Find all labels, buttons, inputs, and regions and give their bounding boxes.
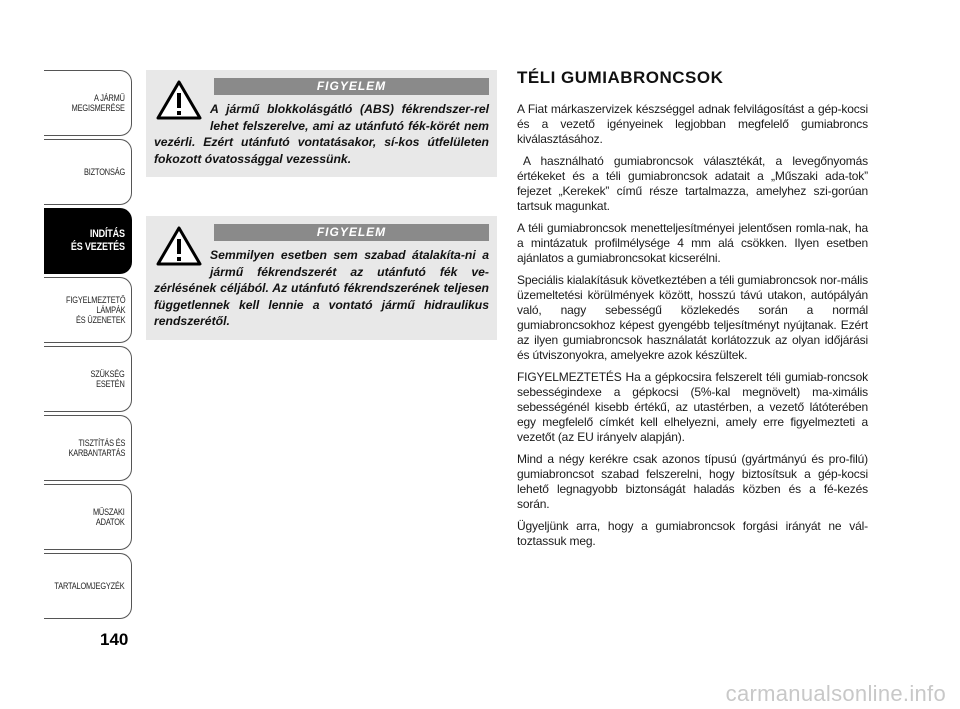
tab-inditas-es-vezetes[interactable] xyxy=(44,208,132,274)
warning-heading: FIGYELEM xyxy=(214,224,489,241)
paragraph: Ügyeljünk arra, hogy a gumiabroncsok forgási irányát ne vál-toztassuk meg. xyxy=(517,519,868,548)
page-number: 140 xyxy=(100,630,129,649)
tab-szukseg-eseten[interactable] xyxy=(44,346,132,412)
main-content xyxy=(517,62,868,556)
warning-heading: FIGYELEM xyxy=(214,78,489,95)
tab-label: BIZTONSÁG xyxy=(83,167,125,177)
tab-a-jarmu-megismerese[interactable] xyxy=(44,70,132,136)
warning-text: Semmilyen esetben sem szabad átalakíta-ni a jármű fékrendszerét az utánfutó fék ve-zérlésének céljából. Az utánfutó fékrendszerének teljesen függetlennek kell lennie a vontató jármű hidraulikus rendszerétől. xyxy=(154,248,489,328)
warning-triangle-icon xyxy=(156,226,202,266)
tab-biztonsag[interactable] xyxy=(44,139,132,205)
paragraph: Mind a négy kerékre csak azonos típusú (gyártmányú és pro-filú) gumiabroncsot szabad felszerelni, hogy biztosítsuk a gép-kocsi lehető legnagyobb biztonságát haladás közben és a fé-kezés során. xyxy=(517,452,868,511)
warning-text: A jármű blokkolásgátló (ABS) fékrendszer-rel lehet felszerelve, ami az utánfutó fék-körét nem vezérli. Ezért utánfutó vontatásakor, sí-kos útfelületen fokozott óvatossággal vezessünk. xyxy=(154,102,489,166)
tab-label: TARTALOMJEGYZÉK xyxy=(54,581,125,591)
paragraph: A használható gumiabroncsok választékát, a levegőnyomás értékeket és a téli gumiabroncsok adatait a „Műszaki ada-tok” fejezet „Kerekek” című része tartalmazza, amelyhez szi-gorúan tartsuk magunkat. xyxy=(517,154,868,213)
paragraph: A téli gumiabroncsok menetteljesítményei jelentősen romla-nak, ha a mintázatuk profilmélysége 4 mm alá csökken. Ilyen esetben ajánlatos a gumiabroncsokat kicserélni. xyxy=(517,221,868,265)
tab-muszaki-adatok[interactable] xyxy=(44,484,132,550)
paragraph: FIGYELMEZTETÉS Ha a gépkocsira felszerelt téli gumiab-roncsok sebességindexe a gépkocsi (5%-kal megnövelt) ma-ximális sebességénél kisebb értékű, az utastérben, a vezető látóterében egy megfelelő címkét kell elhelyezni, amely erre figyelmezteti a vezetőt (az EU irányelv alapján). xyxy=(517,370,868,444)
tab-figyelmezteto-lampak[interactable] xyxy=(44,277,132,343)
tab-label: INDÍTÁS ÉS VEZETÉS xyxy=(70,228,125,253)
tab-tartalomjegyzek[interactable] xyxy=(44,553,132,619)
tab-tisztitas-es-karbantartas[interactable] xyxy=(44,415,132,481)
warning-triangle-icon xyxy=(156,80,202,120)
warning-box-brake xyxy=(146,216,497,340)
tab-label: MŰSZAKI ADATOK xyxy=(93,507,125,527)
section-title: TÉLI GUMIABRONCSOK xyxy=(517,68,724,87)
tab-label: FIGYELMEZTETŐ LÁMPÁK ÉS ÜZENETEK xyxy=(65,295,125,325)
tab-label: TISZTÍTÁS ÉS KARBANTARTÁS xyxy=(68,438,125,458)
warning-box-abs xyxy=(146,70,497,177)
tab-label: A JÁRMŰ MEGISMERÉSE xyxy=(71,93,125,113)
watermark: carmanualsonline.info xyxy=(725,681,946,706)
paragraph: A Fiat márkaszervizek készséggel adnak felvilágosítást a gép-kocsi és a vezető igényeinek legjobban megfelelő gumiabroncs kiválasztásához. xyxy=(517,102,868,146)
tab-label: SZÜKSÉG ESETÉN xyxy=(90,369,125,389)
paragraph: Speciális kialakításuk következtében a téli gumiabroncsok nor-mális üzemeltetési körülmények között, hosszú távú utakon, autópályán való, nagy sebességű közlekedés során a normál gumiabroncsokhoz képest gyengébb teljesítményt nyújtanak. Ezért az ilyen gumiabroncsok használatát korlátozzuk az olyan időjárási és útviszonyokra, amelyekre azok készültek. xyxy=(517,273,868,362)
